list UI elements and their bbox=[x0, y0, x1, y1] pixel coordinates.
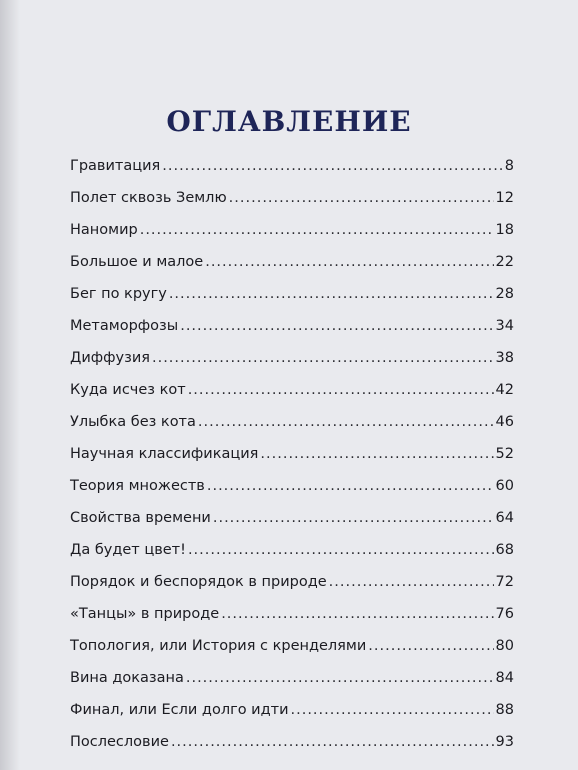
toc-entry-label: Куда исчез кот bbox=[70, 382, 186, 398]
toc-entry-label: Улыбка без кота bbox=[70, 414, 196, 430]
dot-leader bbox=[207, 478, 494, 494]
dot-leader bbox=[188, 382, 494, 398]
toc-entry-page-number: 80 bbox=[495, 638, 514, 654]
toc-entry bbox=[70, 350, 514, 382]
toc-entry-label: Диффузия bbox=[70, 350, 150, 366]
dot-leader bbox=[368, 638, 493, 654]
toc-entry-page-number: 52 bbox=[495, 446, 514, 462]
toc-entry-label: Бег по кругу bbox=[70, 286, 167, 302]
toc-entry bbox=[70, 382, 514, 414]
dot-leader bbox=[169, 286, 494, 302]
toc-entry-label: Большое и малое bbox=[70, 254, 204, 270]
toc-entry-label: Порядок и беспорядок в природе bbox=[70, 574, 327, 590]
toc-entry-label: Свойства времени bbox=[70, 510, 211, 526]
page-title: ОГЛАВЛЕНИЕ bbox=[166, 104, 412, 138]
toc-entry-label: Наномир bbox=[70, 222, 138, 238]
toc-entry-label: Гравитация bbox=[70, 158, 161, 174]
toc-entry-page-number: 28 bbox=[495, 286, 514, 302]
dot-leader bbox=[329, 574, 494, 590]
dot-leader bbox=[186, 670, 494, 686]
toc-entry bbox=[70, 478, 514, 510]
toc-entry-label: Полет сквозь Землю bbox=[70, 190, 227, 206]
toc-entry-label: Да будет цвет! bbox=[70, 542, 186, 558]
toc-entry-page-number: 88 bbox=[495, 702, 514, 718]
toc-entry-page-number: 93 bbox=[495, 734, 514, 750]
toc-entry-page-number: 34 bbox=[495, 318, 514, 334]
toc-entry bbox=[70, 638, 514, 670]
toc-entry-label: Метаморфозы bbox=[70, 318, 179, 334]
table-of-contents bbox=[70, 158, 514, 766]
dot-leader bbox=[180, 318, 493, 334]
toc-entry-page-number: 64 bbox=[495, 510, 514, 526]
dot-leader bbox=[213, 510, 494, 526]
dot-leader bbox=[162, 158, 503, 174]
toc-entry-page-number: 8 bbox=[504, 158, 514, 174]
toc-entry-label: Научная классификация bbox=[70, 446, 259, 462]
toc-entry-page-number: 46 bbox=[495, 414, 514, 430]
toc-entry-page-number: 38 bbox=[495, 350, 514, 366]
toc-entry bbox=[70, 446, 514, 478]
dot-leader bbox=[188, 542, 494, 558]
toc-entry bbox=[70, 158, 514, 190]
toc-entry bbox=[70, 222, 514, 254]
toc-entry-label: «Танцы» в природе bbox=[70, 606, 220, 622]
toc-entry bbox=[70, 702, 514, 734]
dot-leader bbox=[171, 734, 494, 750]
toc-entry bbox=[70, 542, 514, 574]
toc-entry-page-number: 84 bbox=[495, 670, 514, 686]
toc-entry-label: Топология, или История с кренделями bbox=[70, 638, 367, 654]
dot-leader bbox=[291, 702, 494, 718]
toc-entry-page-number: 22 bbox=[495, 254, 514, 270]
toc-entry-label: Вина доказана bbox=[70, 670, 184, 686]
toc-entry-label: Послесловие bbox=[70, 734, 169, 750]
toc-entry bbox=[70, 510, 514, 542]
dot-leader bbox=[205, 254, 493, 270]
toc-entry bbox=[70, 254, 514, 286]
dot-leader bbox=[140, 222, 494, 238]
toc-entry bbox=[70, 734, 514, 766]
dot-leader bbox=[229, 190, 494, 206]
toc-entry bbox=[70, 606, 514, 638]
toc-entry-page-number: 18 bbox=[495, 222, 514, 238]
toc-entry-label: Финал, или Если долго идти bbox=[70, 702, 289, 718]
toc-entry bbox=[70, 286, 514, 318]
toc-entry-page-number: 60 bbox=[495, 478, 514, 494]
toc-entry-page-number: 76 bbox=[495, 606, 514, 622]
dot-leader bbox=[260, 446, 493, 462]
dot-leader bbox=[198, 414, 494, 430]
toc-entry bbox=[70, 318, 514, 350]
toc-entry bbox=[70, 414, 514, 446]
toc-entry bbox=[70, 670, 514, 702]
toc-entry-page-number: 12 bbox=[495, 190, 514, 206]
toc-entry-page-number: 42 bbox=[495, 382, 514, 398]
toc-entry bbox=[70, 574, 514, 606]
toc-entry-page-number: 72 bbox=[495, 574, 514, 590]
toc-entry-page-number: 68 bbox=[495, 542, 514, 558]
toc-entry bbox=[70, 190, 514, 222]
dot-leader bbox=[152, 350, 494, 366]
dot-leader bbox=[221, 606, 493, 622]
toc-entry-label: Теория множеств bbox=[70, 478, 205, 494]
